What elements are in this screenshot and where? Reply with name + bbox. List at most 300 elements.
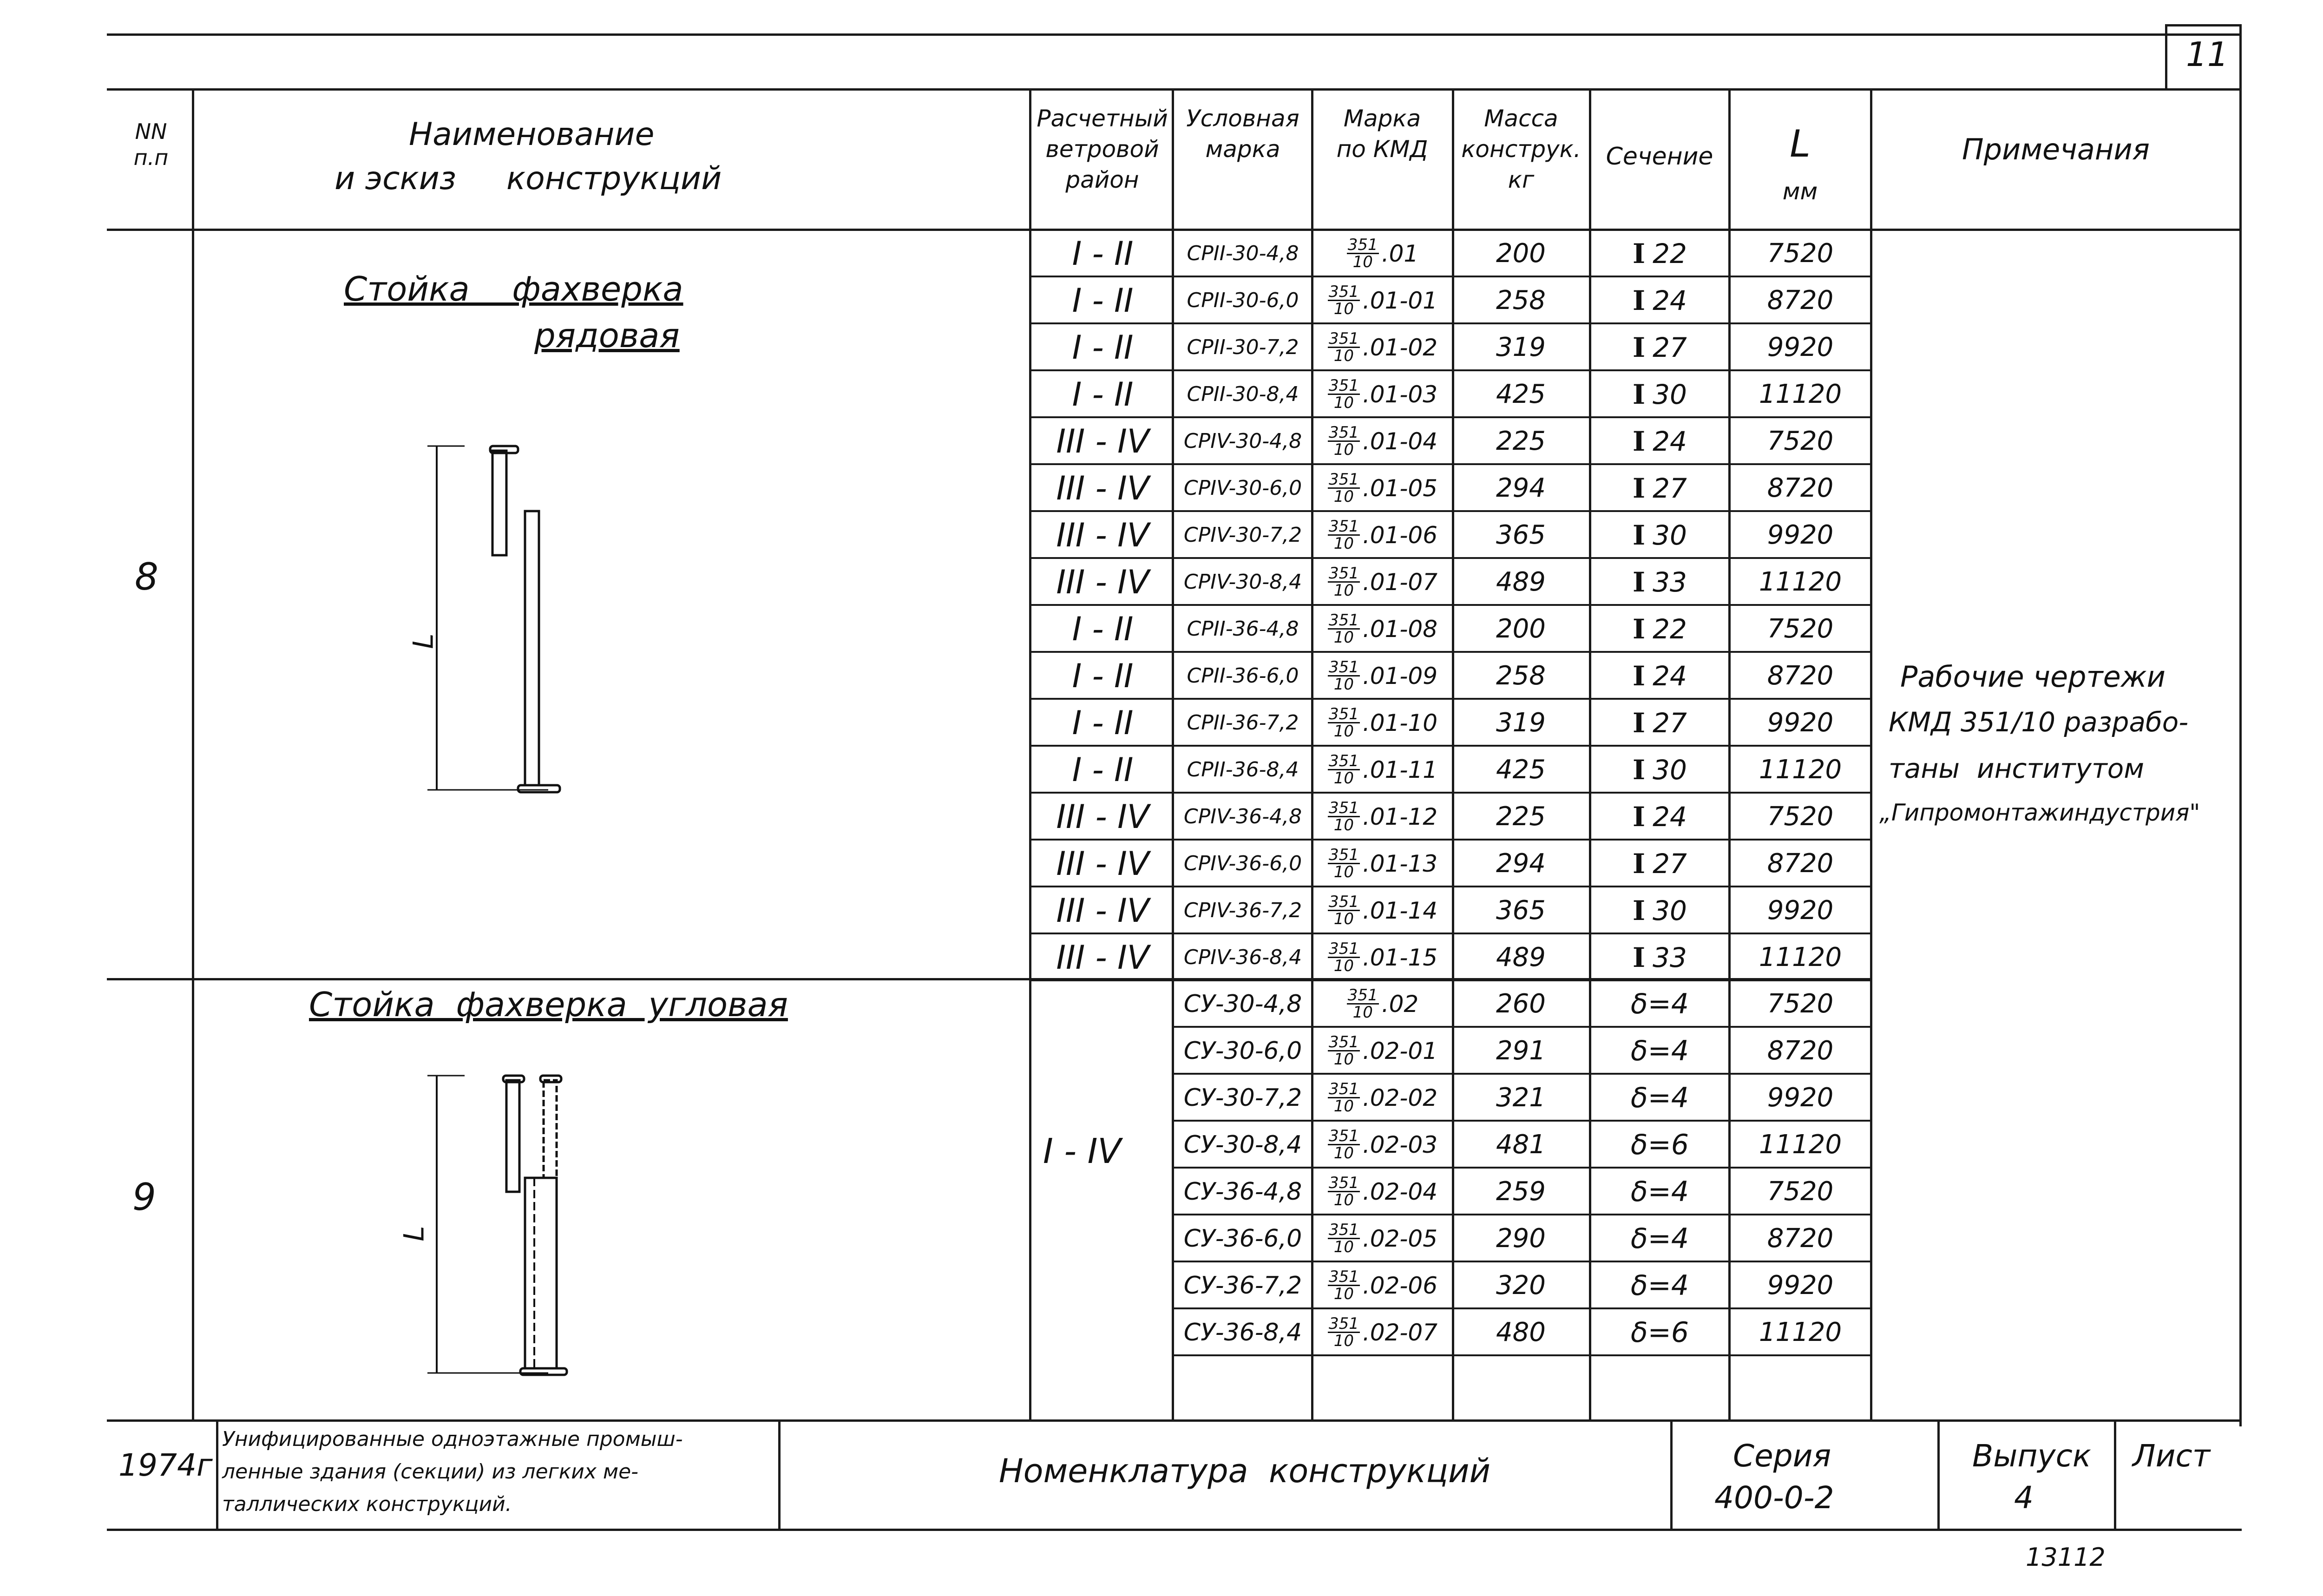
footer-title: Номенклатура конструкций [999,1452,1490,1490]
i-beam-icon: I [1633,660,1646,692]
section-value: δ=4 [1630,1222,1689,1255]
row-mark [1174,1215,1312,1262]
section-value: 30 [1653,519,1687,551]
row-kmd [1313,1168,1452,1215]
header-district: Расчетный ветровой район [1037,105,1168,193]
kmd-numerator: 351 [1328,658,1359,676]
table-right-border [2239,88,2242,1426]
row-kmd [1313,230,1452,277]
section-value: 33 [1653,566,1687,598]
footer-sheet-label: Лист [2133,1438,2211,1474]
row-mass [1453,324,1589,371]
kmd-denominator: 10 [1333,675,1354,694]
kmd-suffix: .01-03 [1362,381,1438,408]
row-length [1731,699,1870,746]
header-name-line1: Наименование [409,116,655,153]
row-mark [1174,1027,1312,1074]
kmd-suffix: .01-02 [1362,334,1438,361]
mark-value: СРII-36-6,0 [1187,664,1299,688]
mass-value: 259 [1496,1176,1546,1207]
kmd-fraction [1328,1269,1360,1302]
kmd-fraction [1328,1128,1360,1161]
i-beam-icon: I [1633,331,1646,363]
section-value: δ=4 [1630,1175,1689,1208]
mass-value: 320 [1496,1270,1546,1300]
group8-sketch-label: L [407,633,440,649]
kmd-denominator: 10 [1333,863,1354,881]
row-section [1591,465,1728,512]
row-mass [1453,1027,1589,1074]
row-mark [1174,371,1312,418]
section-value: 22 [1653,613,1687,645]
row-section [1591,980,1728,1027]
row-kmd [1313,558,1452,605]
kmd-suffix: .01-06 [1362,521,1438,549]
row-kmd [1313,605,1452,652]
mass-value: 319 [1496,332,1546,362]
row-length [1731,934,1870,981]
kmd-fraction [1328,800,1360,833]
sheet-box-top [2165,24,2242,26]
header-top-rule [107,88,2242,91]
kmd-denominator: 10 [1333,957,1354,975]
group9-sketch-label: L [398,1226,431,1241]
row-mass [1453,1168,1589,1215]
row-mark [1174,1074,1312,1121]
district-value: I - II [1072,703,1134,742]
mark-value: СУ-30-8,4 [1183,1130,1302,1159]
kmd-suffix: .01-07 [1362,568,1438,596]
row-district [1034,840,1172,887]
row-section [1591,699,1728,746]
kmd-denominator: 10 [1333,300,1354,318]
kmd-suffix: .01-05 [1362,474,1438,502]
i-beam-icon: I [1633,707,1646,739]
sheet-box-right [2239,24,2242,90]
group9-district-merged: I - IV [1043,1131,1122,1171]
kmd-fraction [1328,1222,1360,1255]
kmd-numerator: 351 [1347,236,1378,254]
length-value: 7520 [1767,426,1834,456]
section-value: δ=4 [1630,1269,1689,1302]
length-value: 9920 [1767,520,1834,550]
row-length [1731,324,1870,371]
length-value: 9920 [1767,332,1834,362]
header-name-line2: и эскиз конструкций [335,160,722,197]
kmd-suffix: .01-14 [1362,897,1438,924]
kmd-denominator: 10 [1333,1332,1354,1350]
kmd-denominator: 10 [1333,1285,1354,1303]
kmd-denominator: 10 [1333,816,1354,834]
row-district [1034,605,1172,652]
header-mass: Масса конструк. кг [1461,105,1581,193]
row-mass [1453,746,1589,793]
row-kmd [1313,324,1452,371]
kmd-denominator: 10 [1333,722,1354,741]
mark-value: СУ-30-7,2 [1183,1084,1302,1112]
header-length-mm: мм [1782,178,1818,205]
kmd-numerator: 351 [1347,986,1378,1005]
row-length [1731,652,1870,699]
mass-value: 480 [1496,1317,1546,1347]
row-kmd [1313,371,1452,418]
kmd-fraction [1328,659,1360,692]
i-beam-icon: I [1633,801,1646,833]
mass-value: 258 [1496,661,1546,691]
row-length [1731,1168,1870,1215]
i-beam-icon: I [1633,613,1646,645]
row-mass [1453,1121,1589,1168]
row-mark [1174,512,1312,558]
district-value: I - II [1072,610,1134,648]
row-mark [1174,465,1312,512]
row-mass [1453,793,1589,840]
section-value: δ=6 [1630,1316,1689,1349]
row-kmd [1313,512,1452,558]
footer-issue-value: 4 [2014,1480,2034,1516]
kmd-denominator: 10 [1333,1191,1354,1209]
row-mass [1453,1215,1589,1262]
header-length-l: L [1790,122,1811,165]
kmd-denominator: 10 [1333,769,1354,788]
footer-series-value: 400-0-2 [1714,1480,1834,1516]
i-beam-icon: I [1633,284,1646,316]
row-section [1591,1121,1728,1168]
district-value: III - IV [1056,891,1149,930]
i-beam-icon: I [1633,894,1646,926]
mass-value: 200 [1496,614,1546,644]
footer-project-line3: таллических конструкций. [222,1492,512,1516]
kmd-suffix: .01-08 [1362,615,1438,643]
kmd-suffix: .01-09 [1362,662,1438,690]
group9-title: Стойка фахверка угловая [309,985,788,1024]
row-kmd [1313,840,1452,887]
row-kmd [1313,1074,1452,1121]
row-mass [1453,1262,1589,1309]
district-value: I - II [1072,375,1134,414]
mass-value: 294 [1496,473,1546,503]
mark-value: СРII-30-7,2 [1187,335,1299,359]
row-mark [1174,558,1312,605]
mark-value: СУ-36-7,2 [1183,1271,1302,1300]
section-value: 24 [1653,284,1687,316]
kmd-fraction [1328,425,1360,458]
section-value: 27 [1653,707,1687,739]
kmd-suffix: .01 [1381,240,1419,267]
kmd-suffix: .02-04 [1362,1178,1438,1205]
row-mark [1174,746,1312,793]
section-value: δ=6 [1630,1128,1689,1161]
row-length [1731,1074,1870,1121]
row-length [1731,1121,1870,1168]
header-notes: Примечания [1962,132,2150,166]
district-value: I - II [1072,234,1134,273]
col-num-divider [192,88,194,1422]
kmd-denominator: 10 [1352,1003,1373,1022]
length-value: 9920 [1767,708,1834,738]
length-value: 7520 [1767,238,1834,269]
kmd-numerator: 351 [1328,1314,1359,1333]
row-mark [1174,277,1312,324]
row-mark [1174,605,1312,652]
kmd-suffix: .02-02 [1362,1084,1438,1111]
length-value: 11120 [1759,942,1842,972]
kmd-suffix: .02-05 [1362,1225,1438,1252]
row-section [1591,934,1728,981]
mark-value: СУ-30-4,8 [1183,990,1302,1018]
mass-value: 258 [1496,285,1546,315]
row-section [1591,793,1728,840]
kmd-numerator: 351 [1328,799,1359,817]
row-mass [1453,1309,1589,1356]
row-length [1731,1027,1870,1074]
mass-value: 291 [1496,1036,1546,1066]
row-section [1591,418,1728,465]
kmd-denominator: 10 [1333,394,1354,412]
row-district [1034,793,1172,840]
row-kmd [1313,418,1452,465]
mass-value: 489 [1496,942,1546,972]
district-value: III - IV [1056,469,1149,507]
mark-value: СРII-30-4,8 [1187,242,1299,265]
sheet-box-left [2165,24,2167,90]
row-district [1034,558,1172,605]
row-kmd [1313,1309,1452,1356]
row-length [1731,793,1870,840]
mass-value: 489 [1496,567,1546,597]
row-section [1591,1309,1728,1356]
i-beam-icon: I [1633,754,1646,786]
kmd-numerator: 351 [1328,376,1359,395]
kmd-suffix: .01-04 [1362,427,1438,455]
length-value: 11120 [1759,379,1842,409]
row-mark [1174,1168,1312,1215]
mark-value: СУ-36-4,8 [1183,1177,1302,1206]
row-length [1731,418,1870,465]
footer-issue-label: Выпуск [1972,1438,2091,1474]
kmd-numerator: 351 [1328,1033,1359,1051]
mark-value: СРIV-30-4,8 [1183,429,1302,453]
row-kmd [1313,1262,1452,1309]
district-value: I - II [1072,328,1134,367]
mass-value: 290 [1496,1223,1546,1254]
kmd-fraction [1328,1034,1360,1067]
kmd-denominator: 10 [1333,1097,1354,1116]
kmd-fraction [1328,565,1360,598]
kmd-numerator: 351 [1328,564,1359,583]
kmd-numerator: 351 [1328,705,1359,723]
section-value: 24 [1653,660,1687,692]
mark-value: СУ-36-6,0 [1183,1224,1302,1253]
row-section [1591,605,1728,652]
kmd-fraction [1347,237,1379,270]
row-section [1591,230,1728,277]
kmd-numerator: 351 [1328,1127,1359,1145]
mark-value: СРIV-30-7,2 [1183,523,1302,547]
row-section [1591,1027,1728,1074]
kmd-suffix: .02 [1381,990,1419,1018]
length-value: 7520 [1767,801,1834,832]
footer-div-project [778,1419,781,1531]
mark-value: СУ-30-6,0 [1183,1037,1302,1065]
kmd-denominator: 10 [1333,581,1354,600]
mass-value: 321 [1496,1083,1546,1113]
kmd-suffix: .01-10 [1362,709,1438,736]
section-value: 27 [1653,331,1687,363]
row-kmd [1313,465,1452,512]
row-district [1034,652,1172,699]
kmd-fraction [1328,894,1360,927]
row-mass [1453,605,1589,652]
row-mass [1453,1074,1589,1121]
row-district [1034,699,1172,746]
length-value: 8720 [1767,285,1834,315]
mark-value: СРII-36-7,2 [1187,711,1299,735]
i-beam-icon: I [1633,425,1646,457]
kmd-numerator: 351 [1328,1268,1359,1286]
kmd-numerator: 351 [1328,1080,1359,1098]
header-kmd: Марка по КМД [1336,105,1428,163]
kmd-numerator: 351 [1328,846,1359,864]
row-district [1034,230,1172,277]
row-mark [1174,324,1312,371]
kmd-numerator: 351 [1328,1174,1359,1192]
kmd-fraction [1328,1316,1360,1349]
kmd-numerator: 351 [1328,611,1359,630]
length-value: 11120 [1759,1130,1842,1160]
row-mark [1174,934,1312,981]
section-value: 30 [1653,754,1687,786]
row-mark [1174,1262,1312,1309]
row-length [1731,980,1870,1027]
row-length [1731,887,1870,934]
length-value: 7520 [1767,1176,1834,1207]
row-mass [1453,699,1589,746]
footer-div-year [216,1419,218,1531]
row-kmd [1313,793,1452,840]
footer-project-line1: Унифицированные одноэтажные промыш- [222,1427,683,1451]
kmd-denominator: 10 [1333,910,1354,928]
row-kmd [1313,1215,1452,1262]
district-value: III - IV [1056,516,1149,554]
notes-line4: „Гипромонтажиндустрия" [1879,799,2200,826]
i-beam-icon: I [1633,378,1646,410]
kmd-suffix: .01-11 [1362,756,1438,783]
row-section [1591,324,1728,371]
section-value: 33 [1653,941,1687,973]
header-mark: Условная марка [1186,105,1299,163]
col-name-divider [1029,88,1031,1422]
row-section [1591,1168,1728,1215]
kmd-denominator: 10 [1333,628,1354,647]
row-kmd [1313,277,1452,324]
i-beam-icon: I [1633,941,1646,973]
row-mass [1453,418,1589,465]
kmd-numerator: 351 [1328,893,1359,911]
length-value: 8720 [1767,1036,1834,1066]
kmd-fraction [1328,378,1360,411]
mass-value: 225 [1496,426,1546,456]
row-district [1034,277,1172,324]
i-beam-icon: I [1633,472,1646,504]
kmd-numerator: 351 [1328,1221,1359,1239]
row-district [1034,324,1172,371]
mark-value: СУ-36-8,4 [1183,1318,1302,1346]
district-value: I - II [1072,657,1134,695]
kmd-fraction [1328,1175,1360,1208]
kmd-fraction [1328,847,1360,880]
mass-value: 319 [1496,708,1546,738]
row-section [1591,1215,1728,1262]
top-rule [107,33,2242,36]
mass-value: 365 [1496,520,1546,550]
group9-column-sketch [409,1064,604,1389]
kmd-numerator: 351 [1328,423,1359,442]
kmd-fraction [1328,284,1360,317]
notes-line1: Рабочие чертежи [1900,660,2166,694]
section-value: δ=4 [1630,1081,1689,1114]
mass-value: 294 [1496,848,1546,879]
row-section [1591,652,1728,699]
kmd-fraction [1328,472,1360,505]
length-value: 8720 [1767,473,1834,503]
i-beam-icon: I [1633,566,1646,598]
mark-value: СРIV-36-6,0 [1183,852,1302,875]
length-value: 9920 [1767,1083,1834,1113]
kmd-fraction [1347,987,1379,1020]
i-beam-icon: I [1633,237,1646,269]
row-section [1591,887,1728,934]
district-value: III - IV [1056,938,1149,977]
section-value: 30 [1653,894,1687,926]
mass-value: 260 [1496,989,1546,1019]
mark-value: СРIV-30-8,4 [1183,570,1302,594]
section-value: 24 [1653,801,1687,833]
length-value: 7520 [1767,989,1834,1019]
mark-value: СРIV-36-4,8 [1183,805,1302,828]
row-mark [1174,699,1312,746]
footer-div-issue [2114,1419,2116,1531]
row-mark [1174,652,1312,699]
group8-number: 8 [135,555,158,598]
row-district [1034,418,1172,465]
notes-line3: таны институтом [1889,753,2145,784]
mark-value: СРIV-36-8,4 [1183,946,1302,969]
row-mark [1174,1121,1312,1168]
kmd-fraction [1328,612,1360,645]
kmd-denominator: 10 [1333,487,1354,506]
row-mass [1453,980,1589,1027]
mark-value: СРIV-30-6,0 [1183,476,1302,500]
kmd-numerator: 351 [1328,470,1359,489]
kmd-numerator: 351 [1328,329,1359,348]
footer-div-series [1937,1419,1940,1531]
row-kmd [1313,1121,1452,1168]
col-length-divider [1870,88,1872,1422]
row-kmd [1313,699,1452,746]
length-value: 8720 [1767,1223,1834,1254]
row-mark [1174,230,1312,277]
mass-value: 200 [1496,238,1546,269]
row-mark [1174,418,1312,465]
row-section [1591,277,1728,324]
row-section [1591,1074,1728,1121]
row-length [1731,371,1870,418]
kmd-denominator: 10 [1352,253,1373,271]
mark-value: СРII-36-8,4 [1187,758,1299,782]
row-kmd [1313,980,1452,1027]
section-value: 22 [1653,237,1687,269]
